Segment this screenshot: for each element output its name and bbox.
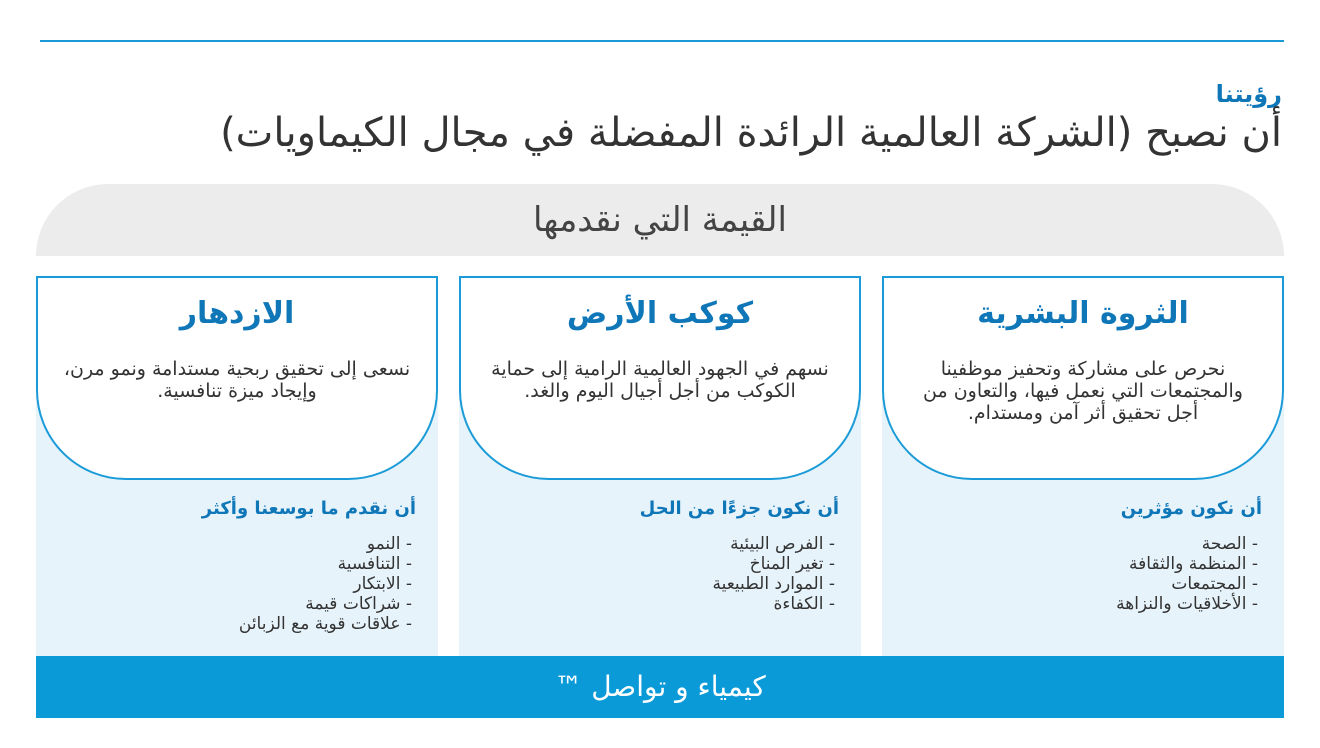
card-planet	[459, 276, 861, 480]
list-item: - الفرص البيئية	[730, 534, 835, 554]
vision-statement: أن نصبح (الشركة العالمية الرائدة المفضلة في مجال الكيماويات)	[220, 110, 1282, 156]
card-description: نحرص على مشاركة وتحفيز موظفينا والمجتمعات التي نعمل فيها، والتعاون من أجل تحقيق أثر آمن ومستدام.	[923, 358, 1243, 424]
column-subtitle: أن نكون جزءًا من الحل	[639, 498, 839, 519]
column-list	[239, 534, 412, 634]
card-title: كوكب الأرض	[566, 296, 754, 331]
column-list	[1116, 534, 1258, 614]
card-prosperity	[36, 276, 438, 480]
top-rule	[40, 40, 1284, 42]
list-item: - المجتمعات	[1171, 574, 1258, 594]
list-item: - الكفاءة	[773, 594, 835, 614]
list-item: - الابتكار	[353, 574, 412, 594]
list-item: - المنظمة والثقافة	[1129, 554, 1258, 574]
column-human-capital	[882, 276, 1284, 656]
list-item: - الصحة	[1201, 534, 1258, 554]
column-planet	[459, 276, 861, 656]
list-item: - النمو	[366, 534, 412, 554]
list-item: - الموارد الطبيعية	[712, 574, 835, 594]
bottom-bar	[36, 656, 1284, 718]
column-subtitle: أن نقدم ما بوسعنا وأكثر	[201, 498, 416, 519]
footer-tagline: كيمياء و تواصل ™	[554, 670, 766, 703]
column-list	[712, 534, 835, 614]
list-item: - التنافسية	[337, 554, 412, 574]
value-band-title: القيمة التي نقدمها	[533, 200, 787, 240]
card-human-capital	[882, 276, 1284, 480]
card-description: نسعى إلى تحقيق ربحية مستدامة ونمو مرن، وإيجاد ميزة تنافسية.	[63, 358, 411, 402]
card-title: الثروة البشرية	[977, 296, 1189, 331]
list-item: - تغير المناخ	[749, 554, 835, 574]
card-title: الازدهار	[179, 296, 295, 331]
column-prosperity	[36, 276, 438, 656]
card-description: نسهم في الجهود العالمية الرامية إلى حماية الكوكب من أجل أجيال اليوم والغد.	[491, 358, 829, 402]
list-item: - شراكات قيمة	[305, 594, 412, 614]
list-item: - الأخلاقيات والنزاهة	[1116, 594, 1258, 614]
value-band	[36, 184, 1284, 256]
vision-label: رؤيتنا	[1215, 80, 1282, 108]
column-subtitle: أن نكون مؤثرين	[1120, 498, 1262, 519]
list-item: - علاقات قوية مع الزبائن	[238, 614, 412, 634]
